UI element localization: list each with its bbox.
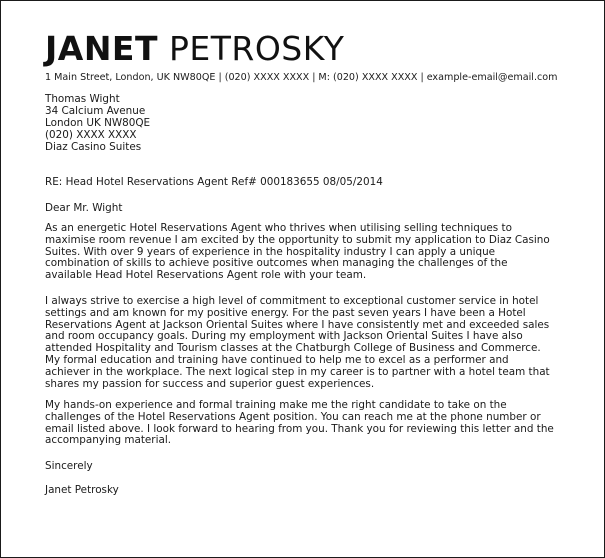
paragraph-line: shares my passion for success and superior guest experiences. (45, 377, 375, 390)
contact-separator: | (420, 72, 424, 83)
contact-phone: (020) XXXX XXXX (224, 72, 310, 83)
applicant-name (45, 29, 344, 69)
paragraph-closing (45, 400, 565, 447)
closing-salutation: Sincerely (45, 460, 93, 472)
recipient-city: London UK NW80QE (45, 117, 151, 129)
paragraph-experience (45, 296, 565, 390)
paragraph-line: email listed above. I look forward to hearing from you. Thank you for reviewing this letter and the (45, 422, 554, 435)
paragraph-line: Suites. With over 9 years of experience in the hospitality industry I can apply a unique (45, 245, 496, 258)
applicant-last-name: PETROSKY (169, 29, 345, 68)
recipient-street: 34 Calcium Avenue (45, 105, 146, 117)
reference-line: RE: Head Hotel Reservations Agent Ref# 000183655 08/05/2014 (45, 176, 383, 188)
paragraph-line: available Head Hotel Reservations Agent role with your team. (45, 269, 367, 282)
recipient-phone: (020) XXXX XXXX (45, 129, 137, 141)
paragraph-line: My hands-on experience and formal training make me the right candidate to take on the (45, 399, 507, 411)
paragraph-line: challenges of the Hotel Reservations Agent position. You can reach me at the phone number or (45, 410, 541, 423)
recipient-name: Thomas Wight (45, 93, 120, 105)
paragraph-line: As an energetic Hotel Reservations Agent who thrives when utilising selling techniques to (45, 222, 512, 234)
paragraph-line: accompanying material. (45, 434, 172, 447)
paragraph-line: and room occupancy goals. During my employment with Jackson Oriental Suites I have also (45, 330, 523, 343)
paragraph-intro (45, 223, 565, 282)
paragraph-line: maximise room revenue I am excited by the opportunity to submit my application to Diaz Casino (45, 233, 550, 246)
contact-mobile: M: (020) XXXX XXXX (318, 72, 418, 83)
paragraph-line: combination of skills to achieve positive outcomes when managing the challenges of the (45, 257, 508, 270)
applicant-first-name: JANET (45, 29, 158, 68)
contact-address: 1 Main Street, London, UK NW80QE (45, 72, 216, 83)
signature-name: Janet Petrosky (45, 484, 119, 496)
paragraph-line: I always strive to exercise a high level of commitment to exceptional customer service in hotel (45, 295, 539, 307)
paragraph-line: attended Hospitality and Tourism classes at the Chatburgh College of Business and Commerce. (45, 342, 541, 355)
salutation: Dear Mr. Wight (45, 202, 123, 214)
contact-separator: | (218, 72, 222, 83)
paragraph-line: achiever in the workplace. The next logical step in my career is to partner with a hotel team that (45, 365, 550, 378)
paragraph-line: Reservations Agent at Jackson Oriental Suites where I have consistently met and exceeded sales (45, 318, 550, 331)
paragraph-line: settings and am known for my positive energy. For the past seven years I have been a Hotel (45, 306, 526, 319)
contact-line (45, 72, 558, 84)
contact-separator: | (312, 72, 316, 83)
recipient-address-block (45, 93, 150, 153)
paragraph-line: My formal education and training have continued to help me to excel as a performer and (45, 353, 509, 366)
recipient-company: Diaz Casino Suites (45, 141, 142, 153)
contact-email: example-email@email.com (426, 72, 558, 83)
